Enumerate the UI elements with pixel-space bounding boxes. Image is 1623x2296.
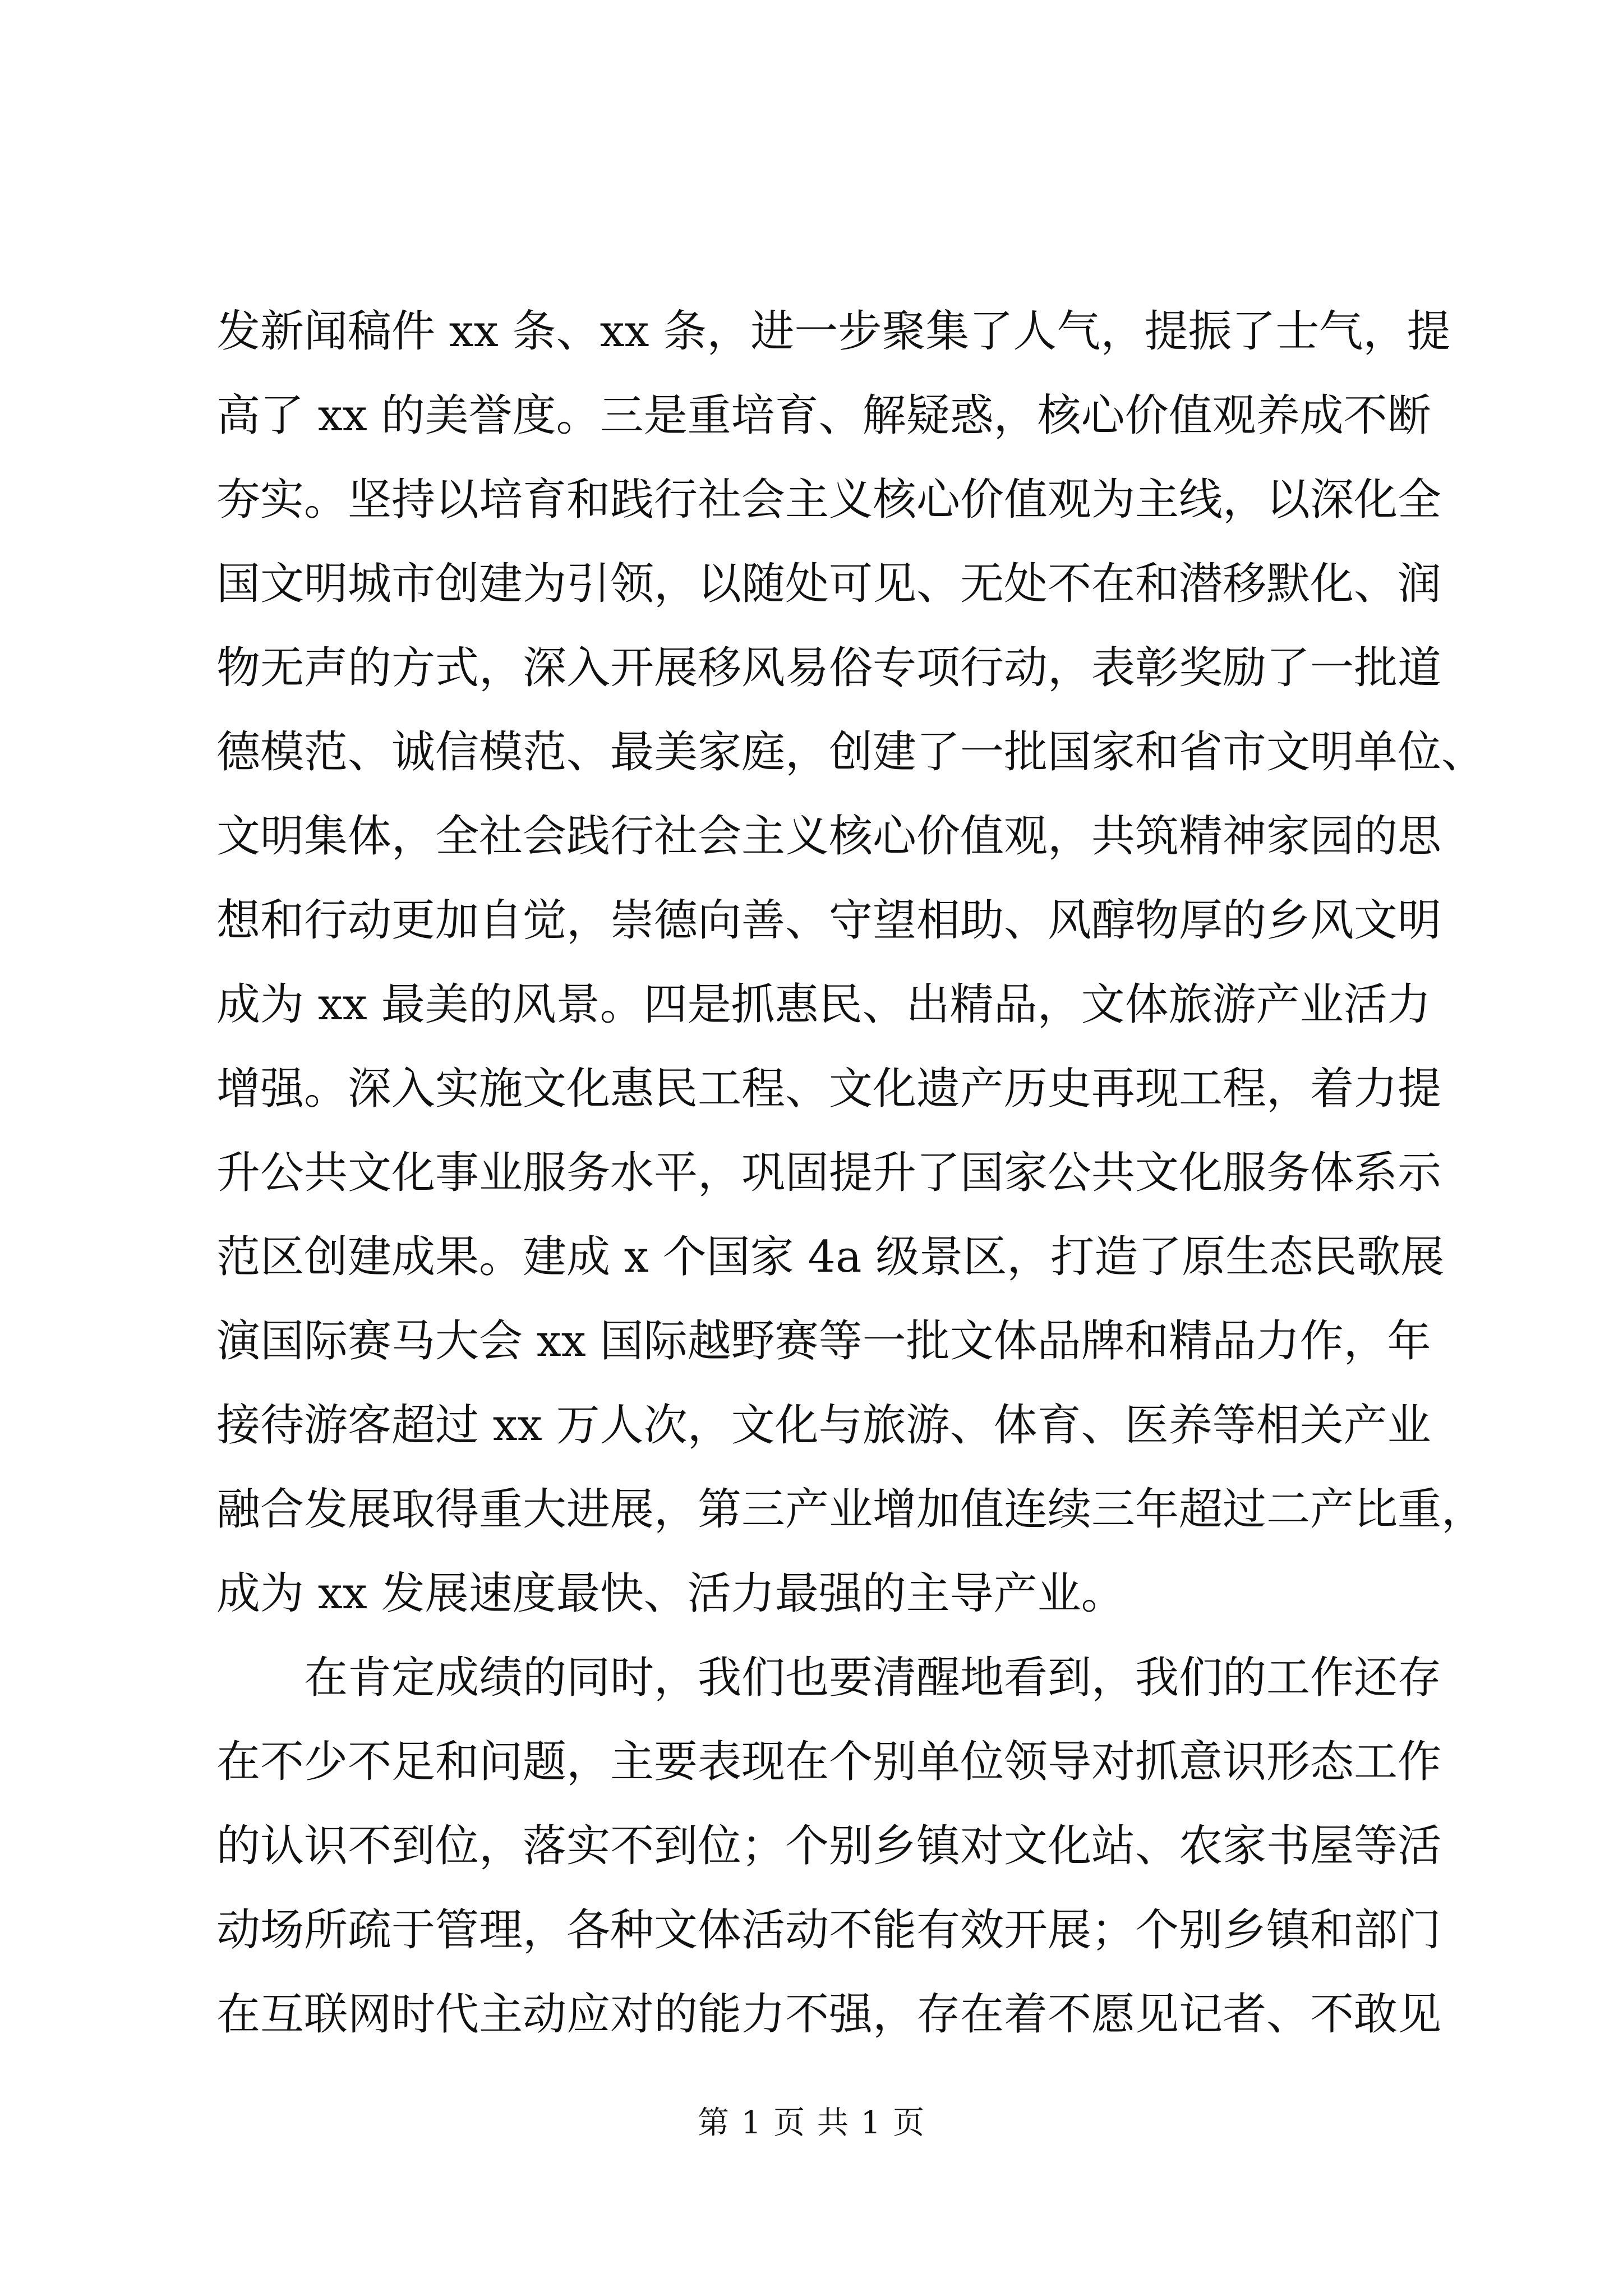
text-line: 成为 xx 最美的风景。四是抓惠民、出精品，文体旅游产业活力 bbox=[216, 979, 1431, 1030]
text-line: 夯实。坚持以培育和践行社会主义核心价值观为主线，以深化全 bbox=[216, 475, 1442, 525]
text-line: 动场所疏于管理，各种文体活动不能有效开展；个别乡镇和部门 bbox=[216, 1905, 1442, 1955]
text-line: 的认识不到位，落实不到位；个别乡镇对文化站、农家书屋等活 bbox=[216, 1821, 1442, 1871]
text-line: 高了 xx 的美誉度。三是重培育、解疑惑，核心价值观养成不断 bbox=[216, 390, 1431, 441]
text-line: 范区创建成果。建成 x 个国家 4a 级景区，打造了原生态民歌展 bbox=[216, 1232, 1445, 1282]
text-line: 升公共文化事业服务水平，巩固提升了国家公共文化服务体系示 bbox=[216, 1148, 1442, 1198]
text-line: 文明集体，全社会践行社会主义核心价值观，共筑精神家园的思 bbox=[216, 811, 1442, 862]
text-line: 国文明城市创建为引领，以随处可见、无处不在和潜移默化、润 bbox=[216, 559, 1442, 609]
text-line: 在互联网时代主动应对的能力不强，存在着不愿见记者、不敢见 bbox=[216, 1989, 1442, 2040]
text-line: 在不少不足和问题，主要表现在个别单位领导对抓意识形态工作 bbox=[216, 1737, 1442, 1787]
text-line: 接待游客超过 xx 万人次，文化与旅游、体育、医养等相关产业 bbox=[216, 1400, 1431, 1451]
text-line: 增强。深入实施文化惠民工程、文化遗产历史再现工程，着力提 bbox=[216, 1064, 1442, 1114]
page-number-footer: 第 1 页 共 1 页 bbox=[697, 2105, 926, 2141]
text-line: 德模范、诚信模范、最美家庭，创建了一批国家和省市文明单位、 bbox=[216, 727, 1486, 777]
paragraph-2 bbox=[216, 1636, 1442, 2056]
document-body bbox=[216, 289, 1486, 2056]
text-line: 成为 xx 发展速度最快、活力最强的主导产业。 bbox=[216, 1568, 1125, 1619]
text-line: 在肯定成绩的同时，我们也要清醒地看到，我们的工作还存 bbox=[304, 1653, 1442, 1703]
text-line: 融合发展取得重大进展，第三产业增加值连续三年超过二产比重， bbox=[216, 1484, 1486, 1535]
text-line: 物无声的方式，深入开展移风易俗专项行动，表彰奖励了一批道 bbox=[216, 643, 1442, 693]
paragraph-1 bbox=[216, 289, 1486, 1636]
text-line: 演国际赛马大会 xx 国际越野赛等一批文体品牌和精品力作，年 bbox=[216, 1316, 1431, 1366]
text-line: 想和行动更加自觉，崇德向善、守望相助、风醇物厚的乡风文明 bbox=[216, 895, 1442, 946]
text-line: 发新闻稿件 xx 条、xx 条，进一步聚集了人气，提振了士气，提 bbox=[216, 306, 1451, 357]
